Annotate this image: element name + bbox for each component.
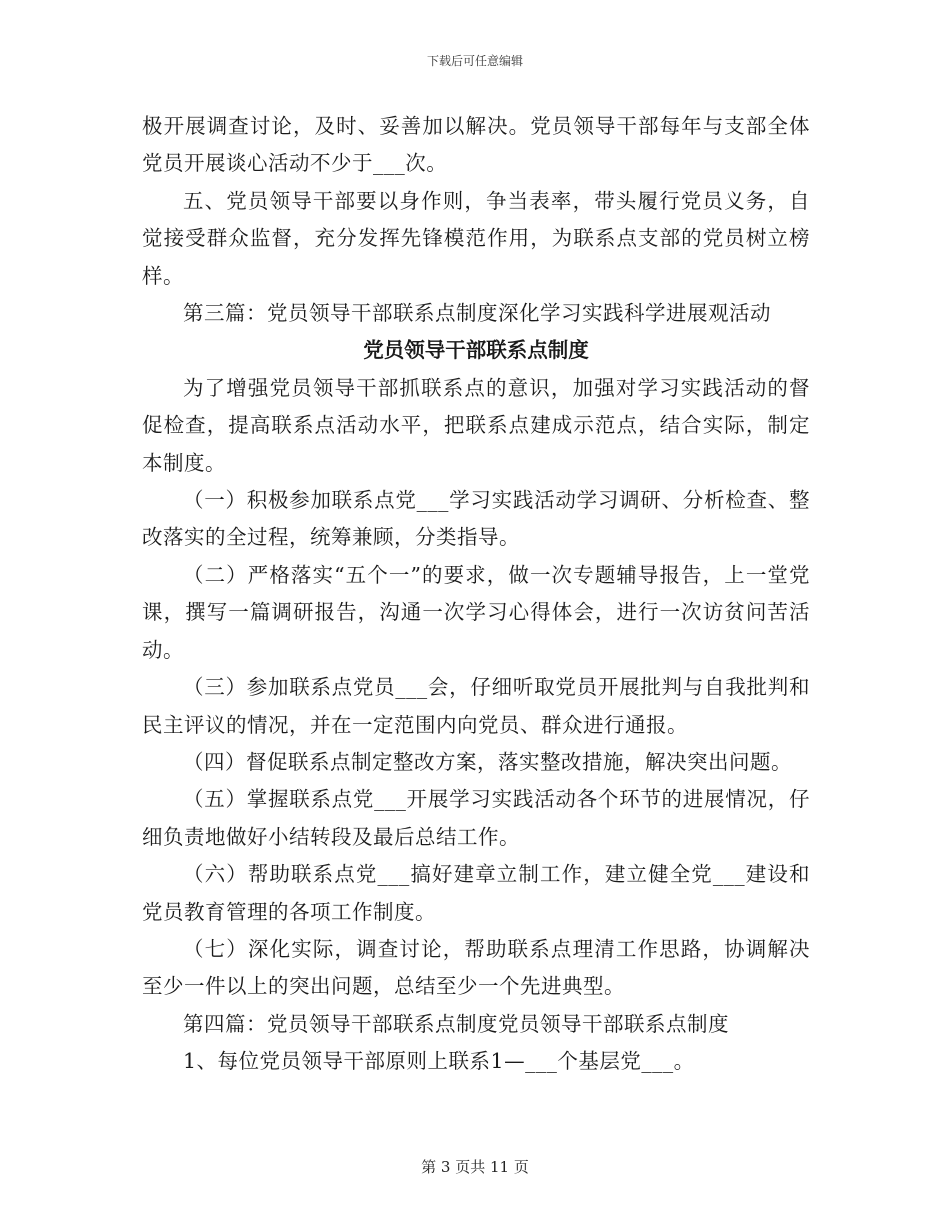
page-footer: 第 3 页共 11 页 bbox=[421, 1158, 529, 1176]
paragraph-intro: 为了增强党员领导干部抓联系点的意识，加强对学习实践活动的督促检查，提高联系点活动水平，把联系点建成示范点，结合实际，制定本制度。 bbox=[142, 375, 810, 475]
paragraph-rule-1: （一）积极参加联系点党___学习实践活动学习调研、分析检查、整改落实的全过程，统筹兼顾，分类指导。 bbox=[142, 488, 810, 550]
paragraph-item-5: 五、党员领导干部要以身作则，争当表率，带头履行党员义务，自觉接受群众监督，充分发挥先锋模范作用，为联系点支部的党员树立榜样。 bbox=[142, 188, 810, 288]
paragraph-rule-6: （六）帮助联系点党___搞好建章立制工作，建立健全党___建设和党员教育管理的各项工作制度。 bbox=[142, 862, 810, 924]
paragraph-clause-1: 1、每位党员领导干部原则上联系1—___个基层党___。 bbox=[183, 1049, 695, 1074]
paragraph-rule-4: （四）督促联系点制定整改方案，落实整改措施，解决突出问题。 bbox=[183, 749, 792, 774]
paragraph-continuation: 极开展调查讨论，及时、妥善加以解决。党员领导干部每年与支部全体党员开展谈心活动不少于___次。 bbox=[142, 114, 810, 176]
document-body bbox=[142, 108, 810, 1081]
document-heading: 党员领导干部联系点制度 bbox=[363, 338, 589, 363]
paragraph-rule-3: （三）参加联系点党员___会，仔细听取党员开展批判与自我批判和民主评议的情况，并在一定范围内向党员、群众进行通报。 bbox=[142, 675, 810, 737]
paragraph-rule-5: （五）掌握联系点党___开展学习实践活动各个环节的进展情况，仔细负责地做好小结转段及最后总结工作。 bbox=[142, 787, 810, 849]
section-title-part-4: 第四篇：党员领导干部联系点制度党员领导干部联系点制度 bbox=[183, 1011, 729, 1036]
page-header-note: 下载后可任意编辑 bbox=[426, 54, 523, 68]
section-title-part-3: 第三篇：党员领导干部联系点制度深化学习实践科学进展观活动 bbox=[183, 301, 771, 326]
paragraph-rule-7: （七）深化实际，调查讨论，帮助联系点理清工作思路，协调解决至少一件以上的突出问题，总结至少一个先进典型。 bbox=[142, 936, 810, 999]
paragraph-rule-2: （二）严格落实“五个一”的要求，做一次专题辅导报告，上一堂党课，撰写一篇调研报告，沟通一次学习心得体会，进行一次访贫问苦活动。 bbox=[142, 562, 810, 662]
